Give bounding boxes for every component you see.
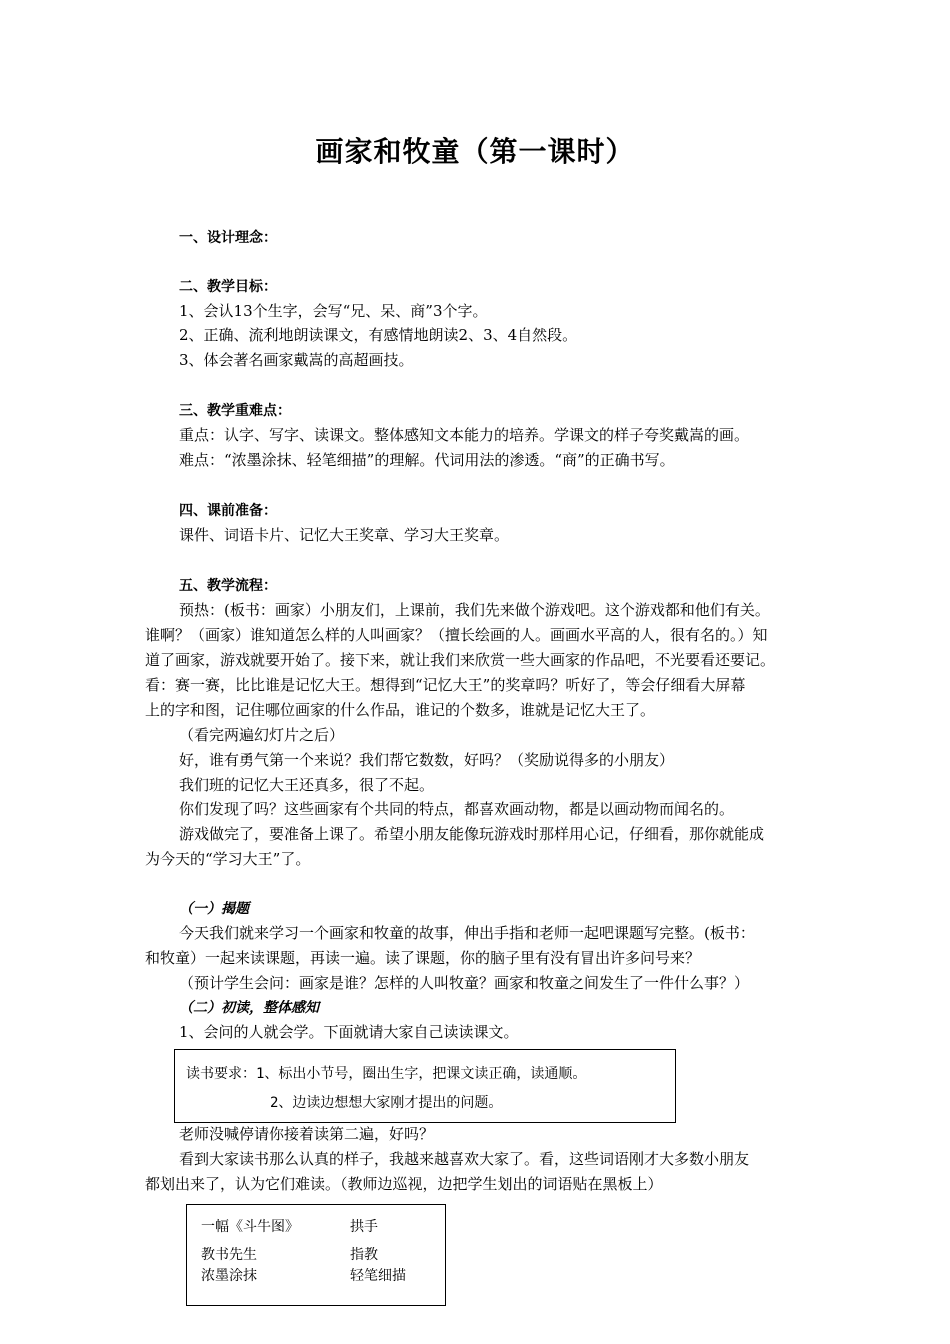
section-heading-prep: 四、课前准备： [179, 503, 277, 519]
part1-line: （预计学生会问：画家是谁？怎样的人叫牧童？画家和牧童之间发生了一件什么事？） [179, 974, 750, 992]
part2-heading: （二）初读，整体感知 [179, 1000, 319, 1016]
word-card: 拱手 [350, 1219, 378, 1235]
flow-paragraph-line: 你们发现了吗？这些画家有个共同的特点，都喜欢画动物，都是以画动物而闻名的。 [179, 800, 735, 818]
reading-requirement-2: 2、边读边想想大家刚才提出的问题。 [270, 1095, 503, 1111]
word-card: 轻笔细描 [350, 1268, 406, 1284]
part2-line: 都划出来了，认为它们难读。（教师边巡视，边把学生划出的词语贴在黑板上） [145, 1175, 663, 1193]
flow-paragraph-line: （看完两遍幻灯片之后） [179, 726, 345, 744]
part1-line: 今天我们就来学习一个画家和牧童的故事，伸出手指和老师一起吧课题写完整。(板书： [179, 924, 755, 942]
flow-paragraph-line: 我们班的记忆大王还真多，很了不起。 [179, 776, 435, 794]
flow-paragraph-line: 预热：(板书：画家）小朋友们，上课前，我们先来做个游戏吧。这个游戏都和他们有关。 [179, 601, 770, 619]
part2-line: 看到大家读书那么认真的样子，我越来越喜欢大家了。看，这些词语刚才大多数小朋友 [179, 1150, 750, 1168]
goal-item: 2、正确、流利地朗读课文，有感情地朗读2、3、4自然段。 [179, 326, 578, 344]
word-card: 浓墨涂抹 [201, 1268, 257, 1284]
flow-paragraph-line: 为今天的“学习大王”了。 [145, 850, 311, 868]
part1-heading: （一）揭题 [179, 901, 249, 917]
section-heading-goals: 二、教学目标： [179, 279, 277, 295]
flow-paragraph-line: 道了画家，游戏就要开始了。接下来，就让我们来欣赏一些大画家的作品吧，不光要看还要记。 [145, 651, 776, 669]
flow-paragraph-line: 看：赛一赛，比比谁是记忆大王。想得到“记忆大王”的奖章吗？听好了，等会仔细看大屏幕 [145, 676, 746, 694]
flow-paragraph-line: 好，谁有勇气第一个来说？我们帮它数数，好吗？（奖励说得多的小朋友） [179, 751, 675, 769]
section-heading-design: 一、设计理念： [179, 230, 277, 246]
keypoint-line: 难点：“浓墨涂抹、轻笔细描”的理解。代词用法的渗透。“商”的正确书写。 [179, 451, 675, 469]
goal-item: 1、会认13个生字，会写“兄、呆、商”3个字。 [179, 302, 488, 320]
part2-line: 老师没喊停请你接着读第二遍，好吗？ [179, 1125, 435, 1143]
part1-line: 和牧童）一起来读课题，再读一遍。读了课题，你的脑子里有没有冒出许多问号来？ [145, 949, 701, 967]
keypoint-line: 重点：认字、写字、读课文。整体感知文本能力的培养。学课文的样子夸奖戴嵩的画。 [179, 426, 750, 444]
part2-line: 1、会问的人就会学。下面就请大家自己读读课文。 [179, 1023, 519, 1041]
word-card: 一幅《斗牛图》 [201, 1219, 299, 1235]
goal-item: 3、体会著名画家戴嵩的高超画技。 [179, 351, 414, 369]
page-title: 画家和牧童（第一课时） [315, 135, 635, 168]
reading-requirement-1: 读书要求：1、标出小节号，圈出生字，把课文读正确，读通顺。 [186, 1066, 587, 1082]
prep-line: 课件、词语卡片、记忆大王奖章、学习大王奖章。 [179, 526, 510, 544]
word-card: 指教 [350, 1247, 378, 1263]
word-card: 教书先生 [201, 1247, 257, 1263]
flow-paragraph-line: 游戏做完了，要准备上课了。希望小朋友能像玩游戏时那样用心记，仔细看，那你就能成 [179, 825, 765, 843]
flow-paragraph-line: 上的字和图，记住哪位画家的什么作品，谁记的个数多，谁就是记忆大王了。 [145, 701, 656, 719]
flow-paragraph-line: 谁啊？（画家）谁知道怎么样的人叫画家？（擅长绘画的人。画画水平高的人，很有名的。）知 [145, 626, 768, 644]
section-heading-keypoints: 三、教学重难点： [179, 403, 291, 419]
section-heading-flow: 五、教学流程： [179, 578, 277, 594]
